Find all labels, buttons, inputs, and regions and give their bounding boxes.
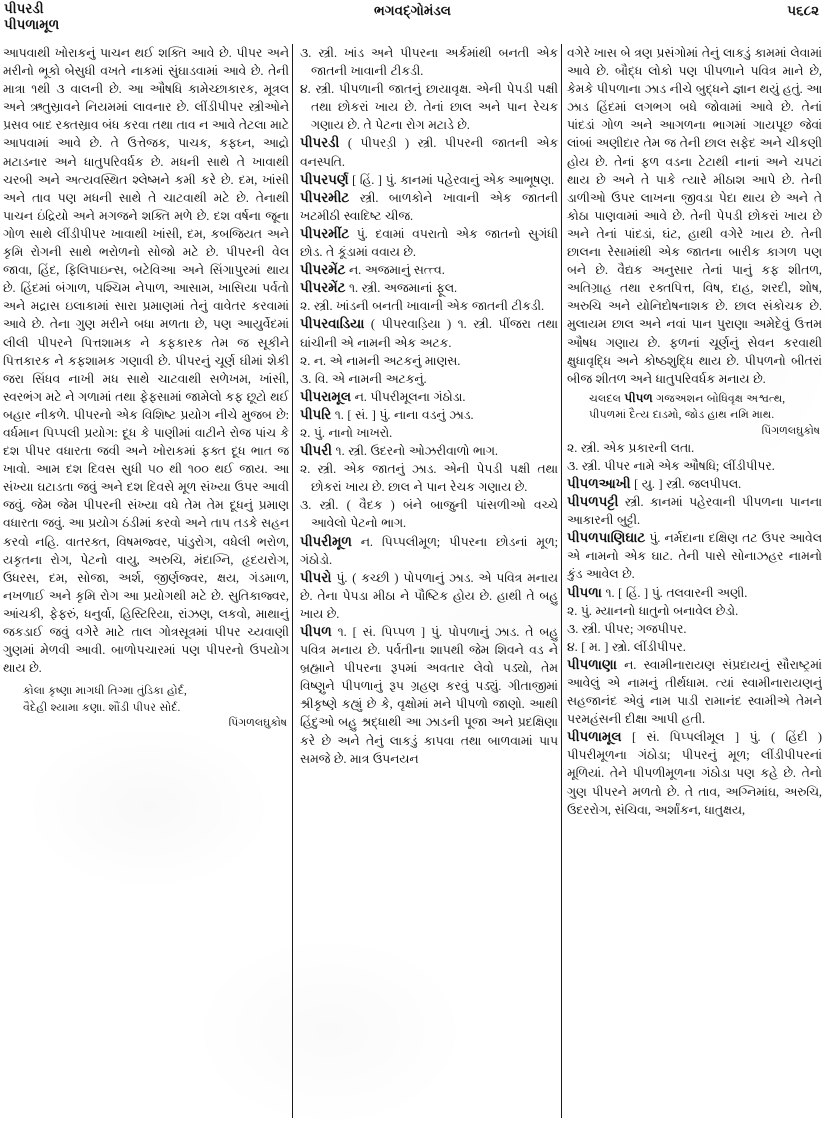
entry-definition: પું. દવામાં વપરાતો એક જાતનો સુગંધી છોડ. તે કૂંડામાં વવાય છે.	[300, 226, 558, 260]
entry-sense: ૩. સ્ત્રી. પીપર નામે એક ઔષધિ; લીંડીપીપર.	[567, 458, 775, 473]
dictionary-entry	[300, 225, 558, 261]
entry-sense: ૨. સ્ત્રી. એક પ્રકારની લતા.	[567, 440, 695, 455]
dictionary-entry	[300, 623, 558, 768]
entry-definition: ન. પિપ્પલીમૂળ; પીપરના છોડનાં મૂળ; ગંઠોડો.	[300, 534, 558, 567]
entry-headword: પીપળાણા	[567, 656, 617, 672]
entry-headword: પીપળા	[567, 584, 602, 600]
dictionary-entry	[300, 406, 558, 424]
dictionary-entry	[567, 656, 822, 728]
dictionary-entry	[567, 584, 822, 602]
entry-sense: ૨. સ્ત્રી. એક જાતનું ઝાડ. એની પેપડી પક્ષી તથા છોકરાં ખાય છે. છાલ ને પાન રેચક ગણાય છે.	[300, 462, 558, 495]
continued-paragraph: વગેરે ખાસ બે ત્રણ પ્રસંગોમાં તેનું લાકડું કામમાં લેવામાં આવે છે. બૌદ્ધ લોકો પણ પીપળાને પવિત્ર માને છે, કેમકે પીપળાના ઝાડ નીચે બુદ્ધને જ્ઞાન થયું હતું. આ ઝાડ હિંદમાં લગભગ બધે જોવામાં આવે છે. તેનાં પાંદડાં ગોળ અને આગળના ભાગમાં ગાયપૂછ જેવાં લાંબાં અણીદાર તેમ જ તેની છાલ સફેદ અને ચીકણી હોય છે. તેનાં ફળ વડના ટેટાથી નાનાં અને ચપટાં થાય છે અને તે પાકે ત્યારે મીઠાશ આપે છે. તેની ડાળીઓ ઉપર લાખના જીવડા પેદા થાય છે અને તે કોઠા પાણવામાં આવે છે. તેની પેપડી છોકરાં ખાય છે અને તેનાં પાંદડાં, ઘંટ, હાથી વગેરે ખાય છે. તેની છાલના રેસામાંથી એક જાતના બારીક કાગળ પણ બને છે. વૈદ્યક અનુસાર તેનાં પાનું કફ શીતળ, અતિગ્રાહ તથા રક્તપિત્ત, વિષ, દાહ, શરદી, શોષ, અરુચિ અને યોનિદોષનાશક છે. છાલ સંકોચક છે. મુલાયમ છાલ અને નવાં પાન પુરાણા અમેદેવું ઉત્તમ ઔષધ ગણાય છે. ફળનાં ચૂર્ણનું સેવન કરવાથી ક્ષુધાવૃદ્ધિ અને કોષ્ઠશુદ્ધિ થાય છે. પીપળનો બીતરાં બીજ શીતળ અને ધાતુપરિવર્ધક મનાય છે.	[567, 46, 822, 386]
dictionary-entry	[300, 533, 558, 569]
entry-definition: ( પીપરડ઼ી ) સ્ત્રી. પીપરની જાતની એક વનસ્પતિ.	[300, 136, 558, 169]
entry-sense: ૩. સ્ત્રી. ખાંડ અને પીપરના અર્કમાંથી બનતી એક જાતની ખાવાની ટીકડી.	[300, 46, 558, 79]
entry-definition: ન. અજમાનું સત્ત્વ.	[345, 263, 445, 278]
entry-headword: પીપળપાણિઘાટ	[567, 530, 646, 546]
entry-definition: સ્ત્રી. કાનમાં પહેરવાની પીપળના પાનના આકારની બુટ્ટી.	[567, 495, 822, 528]
running-head-left-line2: પીપળામૂળ	[4, 17, 60, 32]
entry-definition: ૧. સ્ત્રી. ઉદરનો ઓઝરીવાળો ભાગ.	[331, 444, 498, 459]
entry-headword: પીપળઆખી	[567, 475, 631, 491]
entry-definition: ( પીપરવાડ઼િયા ) ૧. સ્ત્રી. પીંજરા તથા ઘાંચીની એ નામની એક અટક.	[300, 317, 558, 350]
entry-sense: ૨. પું. નાનો ખાખરો.	[300, 425, 393, 440]
entry-headword: પીપરપર્ણ	[300, 171, 349, 187]
entry-definition: સ્ત્રી. બાળકોને ખાવાની એક જાતની ખટમીઠી સ્વાદિષ્ટ ચીજ.	[300, 190, 558, 223]
book-title: ભગવદ્ગોમંડલ	[374, 3, 451, 18]
entry-definition: [ હિં. ] પું. કાનમાં પહેરવાનું એક આભૂષણ.	[348, 172, 555, 187]
entry-headword: પીપળામૂલ	[567, 729, 622, 745]
running-head	[0, 0, 825, 46]
entry-sense: ૨. સ્ત્રી. ખાંડની બનતી ખાવાની એક જાતની ટીકડી.	[300, 299, 545, 314]
dictionary-entry	[300, 279, 558, 297]
columns-container	[0, 44, 825, 1121]
entry-definition: ન. સ્વામીનારાયણ સંપ્રદાયનું સૌરાષ્ટ્રમાં આવેલું એ નામનું તીર્થધામ. ત્યાં સ્વામીનારાયણનું સહજાનંદ એવું નામ પાડી રામાનંદ સ્વામીએ તેમને પરમહંસની દીક્ષા આપી હતી.	[567, 657, 822, 727]
footnote-line-2: વૈદેહી શ્યામા કણા. શૌંડી પીપર સોર્દ.	[23, 701, 181, 714]
entry-headword: પીપરી	[300, 443, 332, 459]
dictionary-entry	[567, 529, 822, 583]
entry-definition: પું. ( કચ્છી ) પોપળાનું ઝાડ. એ પવિત્ર મનાય છે. તેના પેપડા મીઠા ને પૌષ્ટિક હોય છે. હાથી તે બહુ ખાય છે.	[300, 570, 558, 621]
quoted-verse	[567, 390, 822, 423]
entry-sense: ૨. ન. એ નામની અટકનું માણસ.	[300, 353, 461, 368]
continued-paragraph: આપવાથી ખોરાકનું પાચન થઈ શક્તિ આવે છે. પીપર અને મરીનો ભૂકો બેસુધી વખતે નાકમાં સુંઘાડવામાં આવે છે. તેની માત્રા ૧થી ૩ વાલની છે. આ ઔષધિ કામેચ્છાકારક, મૂત્રલ અને ઋતુસ્રાવને નિયમમાં લાવનાર છે. લીંડીપીપર સ્ત્રીઓને પ્રસવ બાદ રક્તસ્રાવ બંધ કરવા તથા તાવ ન આવે તેટલા માટે આપવામાં આવે છે. તે ઉત્તેજક, પાચક, કફઘ્ન, આદ્રો મટાડનાર અને ધાતુપરિવર્ધક છે. મધની સાથે તે ખાવાથી ચરબી અને અત્યવસ્થિત શ્લેષ્મને કમી કરે છે. દમ, ખાંસી અને તાવ પણ મધની સાથે તે ચાટવાથી મટે છે. તેનાથી પાચન ઇંદ્રિયો અને મગજને શક્તિ મળે છે. દશ વર્ષના જૂના ગોળ સાથે લીંડીપીપર ખાવાથી ખાંસી, દમ, કબજિયત અને કૃમિ રોગની સાથે ભરોળનો સોજો મટે છે. પીપરની વેલ જાવા, હિંદ, ફિલિપાઇન્સ, બટેવિઆ અને સિંગાપુરમાં થાય છે. હિંદમાં બંગાળ, પશ્ચિમ નેપાળ, આસામ, ખાસિયા પર્વતો અને મદ્રાસ ઇલાકામાં સારા પ્રમાણમાં તેનું વાવેતર કરવામાં આવે છે. તેના ગુણ મરીને બધા મળતા છે, પણ આયુર્વેદમાં લીલી પીપરને પિત્તશામક ને કફકારક તેમ જ સૂકીને પિત્તકારક ને કફશામક ગણાવી છે. પીપરનું ચૂર્ણ ઘીમાં શેકી જરા સિંધવ નાખી મધ સાથે ચાટવાથી સળેખમ, ખાંસી, સ્વરભંગ મટે ને ગળામાં તથા ફેફસામાં જામેલો કફ છૂટો થઈ બહાર નીકળે. પીપરનો એક વિશિષ્ટ પ્રયોગ નીચે મુજબ છે: વર્ધમાન પિપ્પલી પ્રયોગ: દૂધ કે પાણીમાં વાટીને રોજ પાંચ કે દશ પીપર વધારતા જવી અને ખોરાકમાં ફક્ત દૂધ ભાત જ ખાવો. આમ દશ દિવસ સુધી ૫૦ થી ૧૦૦ થઈ જાય. આ સંખ્યા ઘટાડતા જવું અને દશ દિવસે મૂળ સંખ્યા ઉપર આવી જવું. જેમ જેમ પીપરની સંખ્યા વધે તેમ તેમ દૂધનું પ્રમાણ વધારતા જવું. આ પ્રયોગ ઠંડીમાં કરવો અને તાપ તડકે સહન કરવો નહિ. વાતરક્ત, વિષમજ્વર, પાંડુરોગ, વધેલી ભરોળ, યકૃતના રોગ, પેટનો વાયુ, અરુચિ, મંદાગ્નિ, હૃદયરોગ, ઉધરસ, દમ, સોજા, અર્શ, જીર્ણજ્વર, ક્ષય, ગંડમાળ, નખળાઈ અને કૃમિ રોગ આ પ્રયોગથી મટે છે. સુતિકાજ્વર, આંચકી, ફેફરું, ધનુર્વા, હિસ્ટિરિયા, રાંઝણ, લકવો, માથાનું જકડાઈ જવું વગેરે માટે તાલ ગોત્રસૂત્રમાં પીપર ચ્યવાણી ગુણમાં મેળવી આવી. બાળોપચારમાં પણ પીપરનો ઉપયોગ થાય છે.	[3, 46, 289, 676]
dictionary-entry	[300, 134, 558, 170]
entry-headword: પીપરામૂલ	[300, 388, 351, 404]
entry-definition: ૧. સ્ત્રી. અજમાનાં ફૂલ.	[345, 281, 458, 296]
entry-sense: ૩. સ્ત્રી. ( વૈદક ) બંને બાજુની પાંસળીઓ વચ્ચે આવેલો પેટનો ભાગ.	[300, 498, 558, 531]
entry-sense: ૪. [ મ. ] સ્ત્રો. લીંડીપીપર.	[567, 639, 686, 654]
entry-definition: [ સં. પિપ્પલીમૂલ ] પું. ( હિંદી ) પીપરીમૂળના ગંઠોડા; પીપરનું મૂળ; લીંડીપીપરનાં મૂળિયાં. તેને પીપળીમૂળના ગંઠોડા પણ કહે છે. તેનો ગુણ પીપરને મળતો છે. તે તાવ, અગ્નિમાંઘ, અરુચિ, ઉદરરોગ, સંચિવા, અર્શાંકન, ધાતુક્ષય,	[567, 730, 822, 817]
dictionary-entry	[300, 171, 558, 189]
dictionary-entry	[300, 388, 558, 406]
entry-headword: પીપરિ	[300, 406, 332, 422]
verse-line-1-prefix: ચલદલ	[589, 392, 625, 405]
verse-line-2: પીપળમાં દૈત્ય દાડમો, જોડ હાથ નમિ માથ.	[589, 408, 775, 421]
verse-line-1	[589, 390, 822, 407]
verse-line-1-suffix: ગજઅશન બોધિવૃક્ષ અશ્વત્થ,	[652, 392, 786, 405]
entry-headword: પીપરો	[300, 569, 332, 585]
dictionary-entry	[300, 189, 558, 225]
dictionary-entry	[300, 442, 558, 460]
entry-definition: ૧. [ સં. ] પું. નાના વડનું ઝાડ.	[331, 407, 474, 422]
entry-headword: પીપરીમૂળ	[300, 533, 352, 549]
column-1	[3, 44, 289, 1121]
entry-sense: ૩. સ્ત્રી. પીપર; ગજપીપર.	[567, 621, 687, 636]
dictionary-entry	[300, 315, 558, 351]
entry-definition: ન. પીપરીમૂલના ગંઠોડા.	[351, 389, 466, 404]
entry-headword: પીપળ	[300, 624, 332, 639]
entry-definition: ૧. [ હિં. ] પું. તલવારની અણી.	[601, 585, 748, 600]
dictionary-entry	[300, 261, 558, 279]
entry-headword: પીપરમેંટ	[300, 262, 346, 278]
page-number: ૫૬૮૨	[787, 3, 819, 18]
entry-sense: ૨. પું. મ્યાનનો ધાતુનો બનાવેલ છેડો.	[567, 603, 739, 618]
footnote-verse	[3, 683, 289, 716]
entry-definition: ૧. [ સં. પિપ્પળ ] પું. પોપળાનું ઝાડ. તે બહુ પવિત્ર મનાય છે. પર્વતીના શાપથી જેમ શિવને વડ ને બ્રહ્માને પીપરના રૂપમાં અવતાર લેવો પડ્યો, તેમ વિષ્ણુને પીપળાનું રૂપ ગ્રહણ કરવું પડ્યું. ગીતાજીમાં શ્રીકૃષ્ણે કહ્યું છે કે, વૃક્ષોમાં મને પીપળો જાણો. આથી હિંદુઓ બહુ શ્રદ્ધાથી આ ઝાડની પૂજા અને પ્રદક્ષિણા કરે છે અને તેનું લાકડું કાપવા તથા બાળવામાં પાપ સમજે છે. માત્ર ઉપનયન	[300, 625, 558, 766]
column-3	[567, 44, 822, 1121]
entry-definition: [ યુ. ] સ્ત્રી. જલપીપલ.	[630, 476, 742, 491]
entry-headword: પીપરડી	[300, 135, 340, 151]
entry-headword: પીપરવાડિયા	[300, 316, 365, 332]
footnote-line-1: કોલા કૃષ્ણા માગધી તિગ્મા તુંડિકા હોર્દ,	[23, 685, 187, 698]
dictionary-entry	[300, 569, 558, 623]
dictionary-entry	[567, 493, 822, 529]
column-2	[300, 44, 558, 1121]
entry-definition: પું. નર્મદાના દક્ષિણ તટ ઉપર આવેલ એ નામનો એક ઘાટ. તેની પાસે સોનાઝહર નામનો કુંડ આવેલ છે.	[567, 531, 822, 582]
entry-headword: પીપરમેંટ	[300, 280, 346, 296]
entry-sense: ૪. સ્ત્રી. પીપળાની જાતનું છાયાવૃક્ષ. એની પેપડી પક્ષી તથા છોકરાં ખાય છે. તેનાં છાલ અને પાન રેચક ગણાય છે. તે પેટના રોગ મટાડે છે.	[300, 82, 558, 133]
verse-line-1-keyword: પીપળ	[624, 390, 653, 405]
entry-sense: ૩. વિ. એ નામની અટકનું.	[300, 371, 427, 386]
dictionary-entry	[567, 475, 822, 493]
footnote-citation: પિંગળલઘુકોષ	[228, 717, 287, 730]
running-head-left-line1: પીપરડી	[4, 1, 44, 16]
entry-headword: પીપળપટ્ટી	[567, 494, 619, 510]
dictionary-entry	[567, 728, 822, 818]
entry-headword: પીપરમીટ	[300, 189, 350, 205]
verse-citation: પિંગળલઘુકોષ	[761, 424, 820, 437]
entry-headword: પીપરમીંટ	[300, 225, 350, 241]
